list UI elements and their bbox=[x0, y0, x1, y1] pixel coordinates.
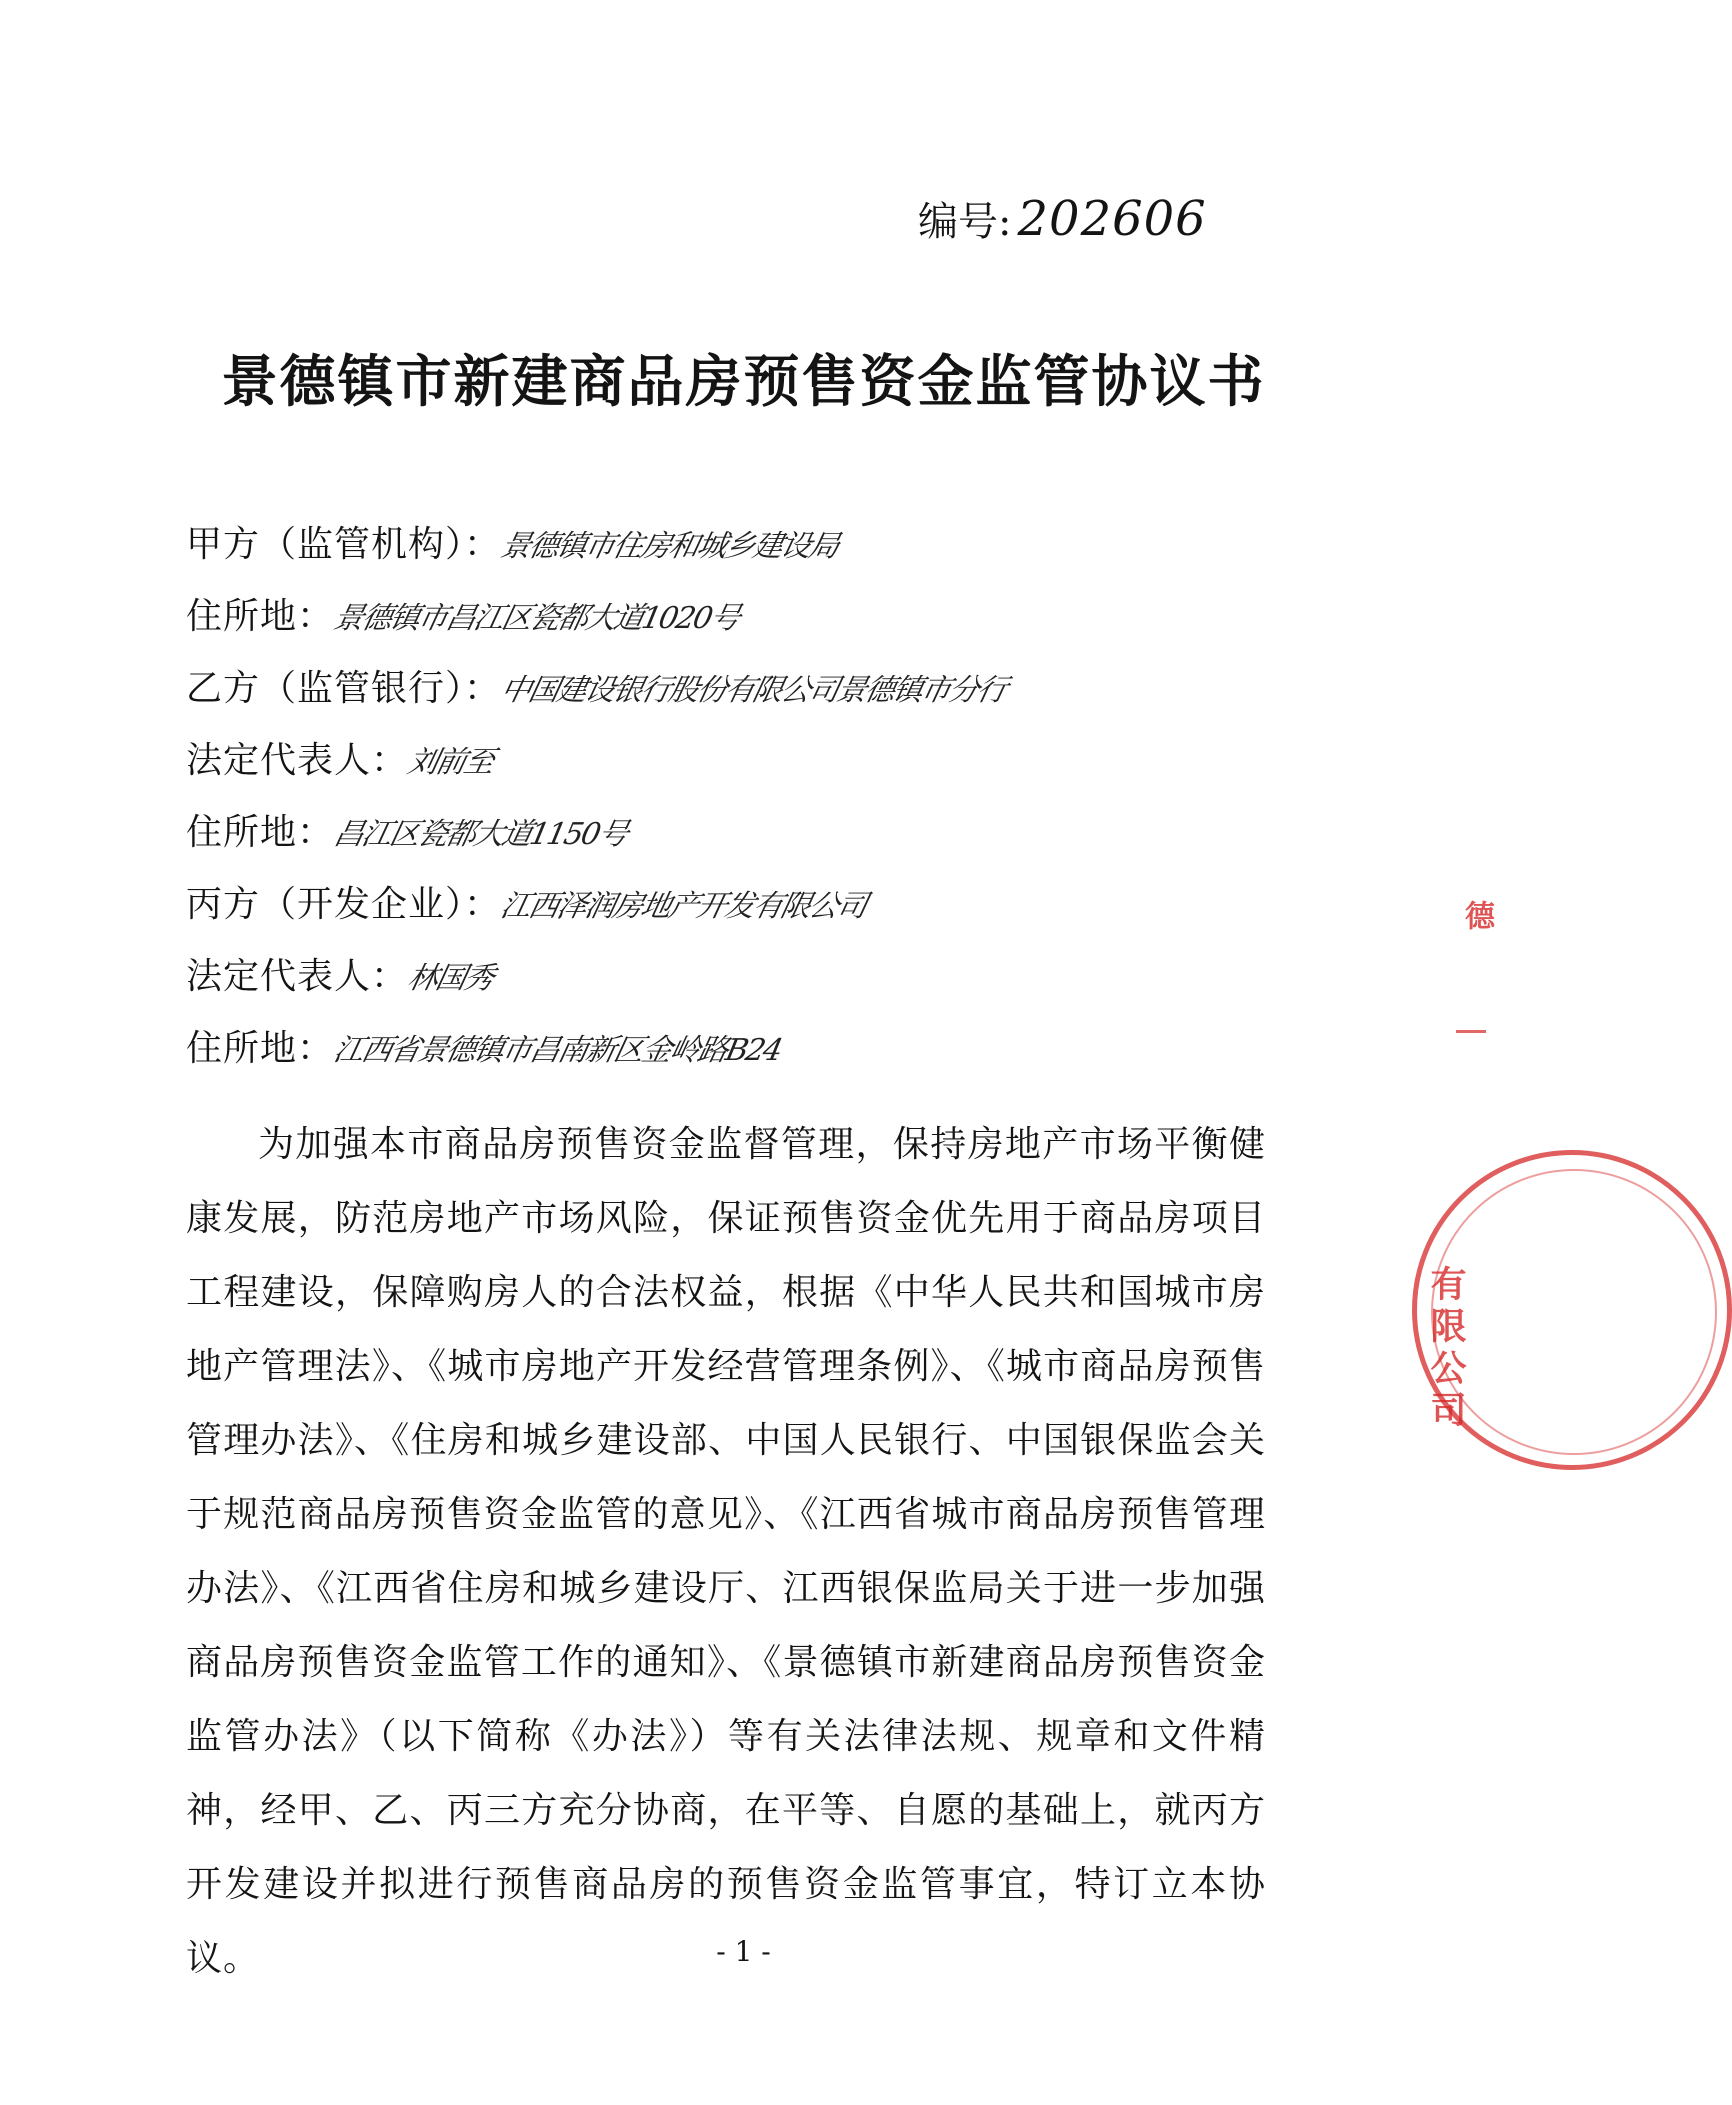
company-seal-stamp bbox=[1412, 1150, 1732, 1470]
party-value: 林国秀 bbox=[404, 961, 496, 996]
party-value: 昌江区瓷都大道1150号 bbox=[330, 817, 631, 852]
page-number: - 1 - bbox=[716, 1935, 771, 1968]
party-b-representative-line bbox=[186, 731, 1306, 803]
seal-inner-ring bbox=[1431, 1169, 1717, 1455]
seam-seal-text: 德 bbox=[1459, 900, 1494, 934]
party-c-representative-line bbox=[186, 947, 1306, 1019]
paragraph-text: 为加强本市商品房预售资金监督管理，保持房地产市场平衡健康发展，防范房地产市场风险，保证预售资金优先用于商品房项目工程建设，保障购房人的合法权益，根据《中华人民共和国城市房地产管理法》、《城市房地产开发经营管理条例》、《城市商品房预售管理办法》、《住房和城乡建设部、中国人民银行、中国银保监会关于规范商品房预售资金监管的意见》、《江西省城市商品房预售管理办法》、《江西省住房和城乡建设厅、江西银保监局关于进一步加强商品房预售资金监管工作的通知》、《景德镇市新建商品房预售资金监管办法》（以下简称《办法》）等有关法律法规、规章和文件精神，经甲、乙、丙三方充分协商，在平等、自愿的基础上，就丙方开发建设并拟进行预售商品房的预售资金监管事宜，特订立本协议。 bbox=[186, 1124, 1266, 1979]
party-label: 法定代表人： bbox=[186, 740, 409, 781]
party-value: 江西泽润房地产开发有限公司 bbox=[497, 889, 869, 924]
party-label: 住所地： bbox=[186, 596, 335, 637]
party-a-address-line bbox=[186, 587, 1306, 659]
serial-value: 202606 bbox=[1017, 191, 1207, 247]
serial-label: 编号: bbox=[918, 199, 1012, 245]
party-list bbox=[186, 515, 1306, 1091]
agreement-paragraph bbox=[186, 1108, 1266, 1996]
party-c-line bbox=[186, 875, 1306, 947]
party-a-line bbox=[186, 515, 1306, 587]
document-title: 景德镇市新建商品房预售资金监管协议书 bbox=[221, 349, 1266, 415]
party-b-line bbox=[186, 659, 1306, 731]
seam-seal-stamp bbox=[1454, 900, 1494, 1050]
party-value: 刘前至 bbox=[404, 745, 496, 780]
party-value: 中国建设银行股份有限公司景德镇市分行 bbox=[497, 673, 1009, 708]
seam-seal-rule bbox=[1456, 1030, 1486, 1033]
serial-number bbox=[918, 190, 1207, 247]
party-value: 景德镇市住房和城乡建设局 bbox=[497, 529, 841, 564]
party-label: 住所地： bbox=[186, 1028, 335, 1069]
party-value: 景德镇市昌江区瓷都大道1020号 bbox=[330, 601, 743, 636]
party-label: 乙方（监管银行）： bbox=[186, 668, 502, 709]
seal-text: 有限公司 bbox=[1425, 1265, 1467, 1433]
party-label: 法定代表人： bbox=[186, 956, 409, 997]
party-label: 甲方（监管机构）： bbox=[186, 524, 502, 565]
party-b-address-line bbox=[186, 803, 1306, 875]
party-c-address-line bbox=[186, 1019, 1306, 1091]
party-label: 住所地： bbox=[186, 812, 335, 853]
party-value: 江西省景德镇市昌南新区金岭路B24 bbox=[330, 1033, 785, 1068]
party-label: 丙方（开发企业）： bbox=[186, 884, 502, 925]
